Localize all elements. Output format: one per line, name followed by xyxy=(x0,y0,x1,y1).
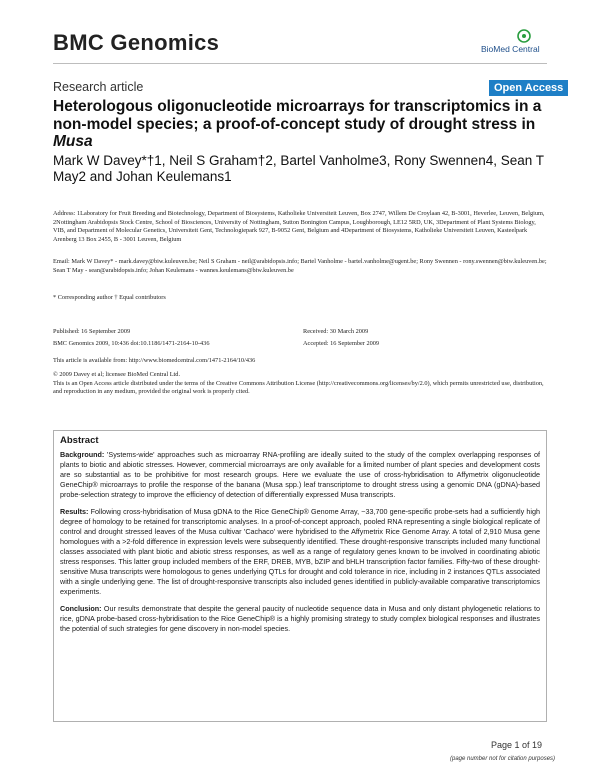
biomed-logo-mark-icon xyxy=(517,29,531,43)
section-label: Results: xyxy=(60,507,89,516)
author-addresses: Address: 1Laboratory for Fruit Breeding and Biotechnology, Department of Biosystems, Katholieke Universiteit Leuven, Box 2747, Willem De Croylaan 42, B-3001, Heverlee, Leuven, Belgium, 2Nottingham Arabidopsis Stock Centre, School of Biosciences, University of Nottingham, Sutton Bonington Campus, Loughborough, LE12 5RD, UK, 3Department of Plant Systems Biology, VIB, and Department of Molecular Genetics, Universiteit Gent, Technologiepark 927, B-9052 Gent, Belgium and 4Department of Biosystems, Katholieke Universiteit Leuven, Kasteelpark Arenberg 13 Box 2455, B - 3001 Leuven, Belgium xyxy=(53,210,545,243)
section-text: Our results demonstrate that despite the general paucity of nucleotide sequence data in Musa and only distant phylogenetic relations to rice, gDNA probe-based cross-hybridisation to the Rice GeneChip® is a highly promising strategy to study complex biological responses and illustrates the potential of such strategies for gene discovery in non-model species. xyxy=(60,604,540,633)
accepted-date: Accepted: 16 September 2009 xyxy=(303,339,380,347)
page-number-note: (page number not for citation purposes) xyxy=(450,756,556,762)
corresponding-note: * Corresponding author † Equal contributors xyxy=(53,294,166,301)
copyright-line: © 2009 Davey et al; licensee BioMed Central Ltd. xyxy=(53,371,181,378)
open-access-badge[interactable]: Open Access xyxy=(489,80,568,96)
abstract-results xyxy=(60,507,540,597)
availability-link[interactable]: This article is available from: http://www.biomedcentral.com/1471-2164/10/436 xyxy=(53,357,256,364)
review-dates xyxy=(303,328,503,351)
citation-info: BMC Genomics 2009, 10:436 doi:10.1186/1471-2164-10-436 xyxy=(53,339,210,347)
received-date: Received: 30 March 2009 xyxy=(303,328,369,335)
article-title-italic: Musa xyxy=(53,133,93,150)
publication-info xyxy=(53,328,293,351)
article-type: Research article xyxy=(53,80,144,94)
abstract-box xyxy=(53,430,547,722)
article-title xyxy=(53,98,553,151)
publisher-logo[interactable] xyxy=(481,29,545,57)
license-text: This is an Open Access article distributed under the terms of the Creative Commons Attribution License (http://creativecommons.org/licenses/by/2.0), which permits unrestricted use, distribution, and reproduction in any medium, provided the original work is properly cited. xyxy=(53,379,544,396)
article-title-main: Heterologous oligonucleotide microarrays for transcriptomics in a non-model species; a proof-of-concept study of drought stress in xyxy=(53,98,542,133)
page-number: Page 1 of 19 xyxy=(491,740,543,750)
abstract-conclusion xyxy=(60,604,540,634)
author-emails: Email: Mark W Davey* - mark.davey@biw.kuleuven.be; Neil S Graham - neil@arabidopsis.info; Bartel Vanholme - bartel.vanholme@ugent.be; Rony Swennen - rony.swennen@biw.kuleuven.be; Sean T May - sean@arabidopsis.info; Johan Keulemans - wannes.keulemans@biw.kuleuven.be xyxy=(53,258,547,274)
publisher-logo-text: BioMed Central xyxy=(481,44,540,54)
journal-name: BMC Genomics xyxy=(53,30,220,55)
section-text: 'Systems-wide' approaches such as microarray RNA-profiling are ideally suited to the study of the complex overlapping responses of plants to biotic and abiotic stresses. However, commercial microarrays are only available for a limited number of plant species and development costs are so substantial as to be prohibitive for most research groups. Here we evaluate the use of cross-hybridisation to Affymetrix oligonucleotide GeneChip® microarrays to profile the response of the banana (Musa spp.) leaf transcriptome to drought stress using a genomic DNA (gDNA)-based probe-selection strategy to improve the efficiency of detection of differentially expressed Musa transcripts. xyxy=(60,450,540,499)
section-text: Following cross-hybridisation of Musa gDNA to the Rice GeneChip® Genome Array, ~33,700 gene-specific probe-sets had a sufficiently high degree of homology to be retained for transcriptomic analyses. In a proof-of-concept approach, pooled RNA representing a single biological replicate of control and drought stressed leaves of the Musa cultivar 'Cachaco' were hybridised to the Affymetrix Rice Genome Array. A total of 2,910 Musa gene homologues with a >2-fold difference in expression levels were subsequently identified. These drought-responsive transcripts included many functional classes associated with plant biotic and abiotic stress responses, as well as a range of regulatory genes known to be involved in coordinating abiotic stress responses. This latter group included members of the ERF, DREB, MYB, bZIP and bHLH transcription factor families. Fifty-two of these drought-sensitive Musa transcripts were homologous to genes underlying QTLs for drought and cold tolerance in rice, including in 2 instances QTLs associated with a single underlying gene. The list of drought-responsive transcripts also included genes identified in publicly-available comparative transcriptomics experiments. xyxy=(60,507,540,596)
section-label: Background: xyxy=(60,450,105,459)
author-list: Mark W Davey*†1, Neil S Graham†2, Bartel Vanholme3, Rony Swennen4, Sean T May2 and Johan Keulemans1 xyxy=(53,153,544,184)
abstract-background xyxy=(60,450,540,500)
section-label: Conclusion: xyxy=(60,604,102,613)
header-divider xyxy=(53,63,547,64)
abstract-heading: Abstract xyxy=(60,435,99,446)
published-date: Published: 16 September 2009 xyxy=(53,328,131,335)
copyright-block xyxy=(53,371,547,397)
